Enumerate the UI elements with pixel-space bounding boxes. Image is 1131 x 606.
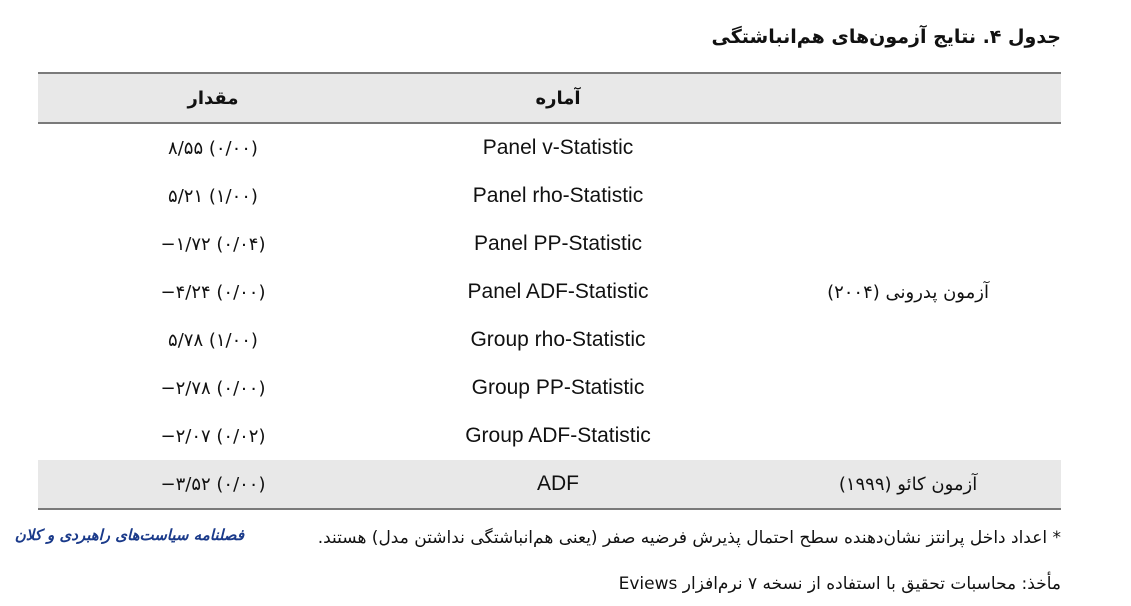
journal-logo xyxy=(14,512,250,558)
header-test xyxy=(758,74,1058,122)
cointegration-table xyxy=(38,72,1061,510)
value-cell: ۵/۲۱ (۱/۰۰) xyxy=(168,185,258,207)
pedroni-test-label: آزمون پدرونی (۲۰۰۴) xyxy=(827,281,989,303)
table-header-row xyxy=(38,74,1061,124)
value-cell: −۳/۵۲ (۰/۰۰) xyxy=(160,473,266,495)
pedroni-group xyxy=(38,124,1061,460)
statistic-cell: Panel ADF-Statistic xyxy=(467,280,649,303)
value-cell: ۸/۵۵ (۰/۰۰) xyxy=(168,137,258,159)
kao-test-label: آزمون کائو (۱۹۹۹) xyxy=(838,473,978,495)
value-cell: −۴/۲۴ (۰/۰۰) xyxy=(160,281,266,303)
statistic-cell: Group rho-Statistic xyxy=(470,328,646,351)
table-footnote: * اعداد داخل پرانتز نشان‌دهنده سطح احتمال پذیرش فرضیه صفر (یعنی هم‌انباشتگی نداشتن مدل) هستند. xyxy=(317,528,1061,548)
logo-text: فصلنامه سیاست‌های راهبردی و کلان xyxy=(14,526,244,544)
table-caption: جدول ۴. نتایج آزمون‌های هم‌انباشتگی xyxy=(711,26,1061,48)
value-cell: −۱/۷۲ (۰/۰۴) xyxy=(160,233,266,255)
kao-row xyxy=(38,460,1061,510)
statistic-cell: ADF xyxy=(537,472,579,495)
header-value: مقدار xyxy=(187,87,239,109)
value-cell: −۲/۰۷ (۰/۰۲) xyxy=(160,425,266,447)
statistic-cell: Panel PP-Statistic xyxy=(473,232,643,255)
table-source: مأخذ: محاسبات تحقیق با استفاده از نسخه ۷ نرم‌افزار Eviews xyxy=(618,574,1061,594)
statistic-cell: Group ADF-Statistic xyxy=(465,424,651,447)
header-statistic: آماره xyxy=(535,87,581,109)
value-cell: −۲/۷۸ (۰/۰۰) xyxy=(160,377,266,399)
statistic-cell: Panel v-Statistic xyxy=(482,136,634,159)
value-cell: ۵/۷۸ (۱/۰۰) xyxy=(168,329,258,351)
statistic-cell: Panel rho-Statistic xyxy=(472,184,644,207)
statistic-cell: Group PP-Statistic xyxy=(471,376,645,399)
